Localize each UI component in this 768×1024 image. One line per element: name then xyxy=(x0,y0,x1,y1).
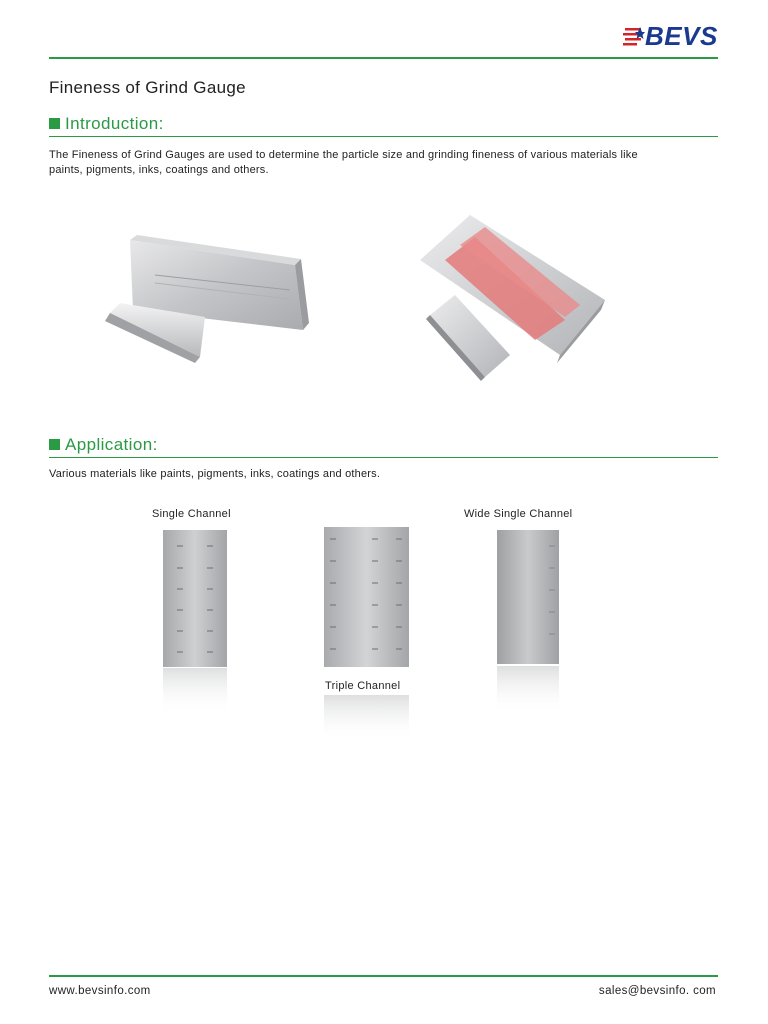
caption-single-channel: Single Channel xyxy=(152,508,231,520)
green-square-icon xyxy=(49,118,60,129)
introduction-rule xyxy=(49,136,718,137)
single-channel-gauge-photo xyxy=(163,530,227,715)
application-text: Various materials like paints, pigments, inks, coatings and others. xyxy=(49,468,381,480)
green-square-icon xyxy=(49,439,60,450)
page-title: Fineness of Grind Gauge xyxy=(49,78,246,97)
brand-logo xyxy=(623,22,718,50)
caption-wide-single-channel: Wide Single Channel xyxy=(464,508,573,520)
footer-rule xyxy=(49,975,718,977)
triple-channel-gauge-photo xyxy=(324,527,409,742)
footer-email-link[interactable]: sales@bevsinfo. com xyxy=(598,985,716,997)
gauge-block-photo xyxy=(95,225,315,375)
header-rule xyxy=(49,57,718,59)
footer-website-link[interactable]: www.bevsinfo.com xyxy=(49,985,151,997)
application-heading: Application: xyxy=(49,435,158,455)
application-rule xyxy=(49,457,718,458)
logo-text: BEVS xyxy=(645,21,718,51)
introduction-heading: Introduction: xyxy=(49,114,164,134)
gauge-with-paint-photo xyxy=(415,205,615,385)
wide-single-channel-gauge-photo xyxy=(497,530,559,715)
introduction-text: The Fineness of Grind Gauges are used to determine the particle size and grinding fineness of various materials like paints, pigments, inks, coatings and others. xyxy=(49,149,638,176)
caption-triple-channel: Triple Channel xyxy=(325,680,401,692)
flag-stripes-icon xyxy=(623,26,645,46)
